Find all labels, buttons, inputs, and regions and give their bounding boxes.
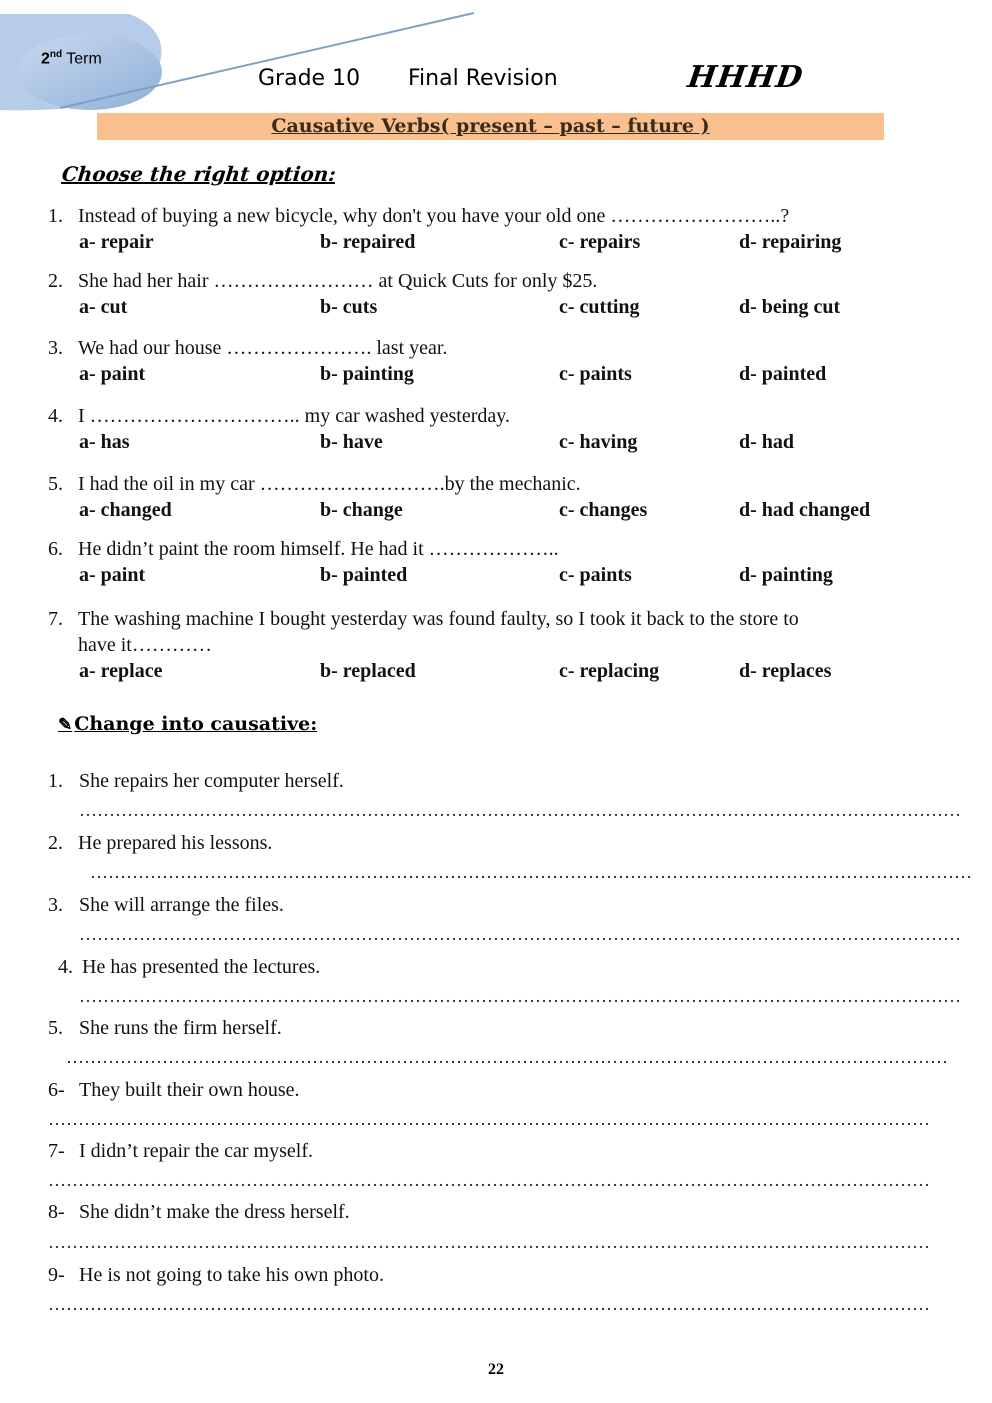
- answer-line[interactable]: …………………………………………………………………………………………………………………………………: [48, 1294, 930, 1314]
- item-number: 3.: [48, 894, 63, 916]
- question-number: 4.: [48, 405, 63, 427]
- answer-option[interactable]: a- repair: [79, 231, 154, 253]
- answer-option[interactable]: c- paints: [559, 564, 632, 586]
- answer-option[interactable]: b- replaced: [320, 660, 416, 682]
- item-sentence: She didn’t make the dress herself.: [79, 1201, 350, 1223]
- answer-line[interactable]: …………………………………………………………………………………………………………………………………: [79, 986, 961, 1006]
- question-text: Instead of buying a new bicycle, why don't you have your old one ……………………..?: [78, 205, 790, 227]
- item-sentence: He has presented the lectures.: [82, 956, 321, 978]
- answer-option[interactable]: a- has: [79, 431, 130, 453]
- item-number: 7-: [48, 1140, 65, 1162]
- answer-option[interactable]: c- changes: [559, 499, 648, 521]
- answer-line[interactable]: …………………………………………………………………………………………………………………………………: [48, 1109, 930, 1129]
- item-number: 4.: [58, 956, 73, 978]
- answer-option[interactable]: d- being cut: [739, 296, 841, 318]
- revision-title: Final Revision: [408, 66, 558, 91]
- term-badge: 2nd Term: [41, 49, 102, 68]
- section-title-change: ✎ Change into causative:: [58, 713, 318, 735]
- answer-option[interactable]: d- painting: [739, 564, 833, 586]
- answer-line[interactable]: …………………………………………………………………………………………………………………………………: [66, 1047, 948, 1067]
- item-sentence: He is not going to take his own photo.: [79, 1264, 384, 1286]
- question-number: 2.: [48, 270, 63, 292]
- answer-line[interactable]: …………………………………………………………………………………………………………………………………: [48, 1232, 930, 1252]
- page-number: 22: [488, 1361, 504, 1378]
- item-sentence: They built their own house.: [79, 1079, 300, 1101]
- answer-option[interactable]: a- changed: [79, 499, 172, 521]
- answer-option[interactable]: a- paint: [79, 363, 146, 385]
- answer-option[interactable]: d- had: [739, 431, 795, 453]
- answer-line[interactable]: …………………………………………………………………………………………………………………………………: [79, 924, 961, 944]
- question-text: He didn’t paint the room himself. He had it ………………..: [78, 538, 559, 560]
- question-number: 1.: [48, 205, 63, 227]
- answer-option[interactable]: d- replaces: [739, 660, 832, 682]
- item-sentence: He prepared his lessons.: [78, 832, 273, 854]
- answer-option[interactable]: b- cuts: [320, 296, 378, 318]
- logo: HHHD: [685, 60, 806, 95]
- answer-option[interactable]: b- painting: [320, 363, 414, 385]
- answer-option[interactable]: d- painted: [739, 363, 827, 385]
- item-sentence: She will arrange the files.: [79, 894, 284, 916]
- section-title-choose: Choose the right option:: [60, 162, 338, 186]
- question-number: 7.: [48, 608, 63, 630]
- question-text: The washing machine I bought yesterday was found faulty, so I took it back to the store to: [78, 608, 799, 630]
- item-number: 9-: [48, 1264, 65, 1286]
- item-sentence: She runs the firm herself.: [79, 1017, 282, 1039]
- answer-option[interactable]: c- cutting: [559, 296, 640, 318]
- answer-option[interactable]: d- had changed: [739, 499, 871, 521]
- question-text: We had our house …………………. last year.: [78, 337, 448, 359]
- answer-option[interactable]: b- have: [320, 431, 383, 453]
- question-number: 6.: [48, 538, 63, 560]
- answer-option[interactable]: b- change: [320, 499, 403, 521]
- topic-banner: Causative Verbs( present – past – future ): [97, 113, 884, 140]
- answer-line[interactable]: …………………………………………………………………………………………………………………………………: [90, 862, 972, 882]
- answer-option[interactable]: a- paint: [79, 564, 146, 586]
- answer-option[interactable]: c- paints: [559, 363, 632, 385]
- answer-option[interactable]: c- repairs: [559, 231, 641, 253]
- answer-option[interactable]: b- repaired: [320, 231, 416, 253]
- question-text-continued: have it…………: [78, 634, 212, 656]
- item-sentence: I didn’t repair the car myself.: [79, 1140, 313, 1162]
- answer-option[interactable]: b- painted: [320, 564, 408, 586]
- answer-option[interactable]: c- having: [559, 431, 638, 453]
- item-number: 6-: [48, 1079, 65, 1101]
- grade-title: Grade 10: [258, 66, 361, 91]
- item-number: 5.: [48, 1017, 63, 1039]
- item-number: 2.: [48, 832, 63, 854]
- item-sentence: She repairs her computer herself.: [79, 770, 344, 792]
- question-number: 3.: [48, 337, 63, 359]
- answer-option[interactable]: d- repairing: [739, 231, 842, 253]
- answer-line[interactable]: …………………………………………………………………………………………………………………………………: [48, 1170, 930, 1190]
- pencil-icon: ✎: [58, 715, 73, 735]
- question-number: 5.: [48, 473, 63, 495]
- answer-option[interactable]: a- replace: [79, 660, 163, 682]
- item-number: 1.: [48, 770, 63, 792]
- question-text: I had the oil in my car ……………………….by the mechanic.: [78, 473, 581, 495]
- answer-option[interactable]: a- cut: [79, 296, 128, 318]
- item-number: 8-: [48, 1201, 65, 1223]
- answer-line[interactable]: …………………………………………………………………………………………………………………………………: [79, 800, 961, 820]
- question-text: I ………………………….. my car washed yesterday.: [78, 405, 510, 427]
- answer-option[interactable]: c- replacing: [559, 660, 660, 682]
- question-text: She had her hair …………………… at Quick Cuts for only $25.: [78, 270, 598, 292]
